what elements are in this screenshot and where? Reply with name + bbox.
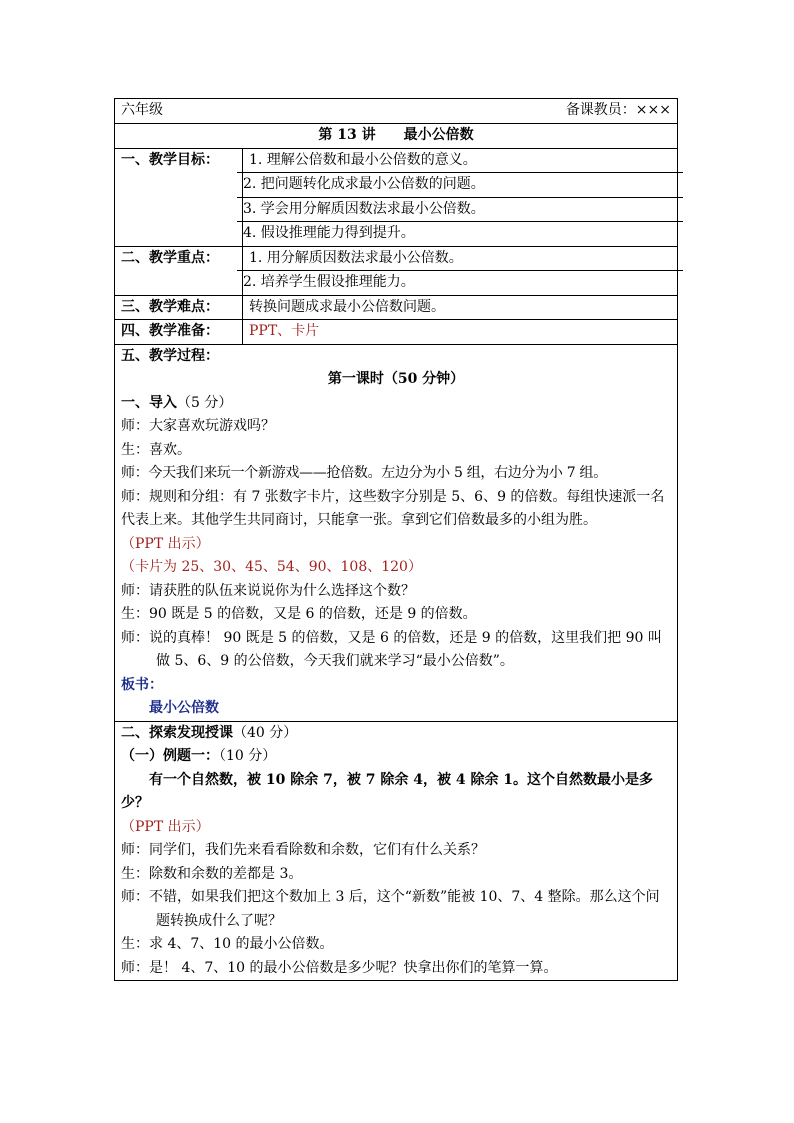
student-answer: 生：求 4、7、10 的最小公倍数。	[121, 936, 334, 952]
dialogue-line: 生：除数和余数的差都是 3。	[121, 865, 303, 882]
board-text: 最小公倍数	[149, 700, 219, 716]
dialogue-line: 生：喜欢。	[121, 441, 191, 458]
example-label: （一）例题一：	[121, 748, 219, 764]
goal-item-3: 3. 学会用分解质因数法求最小公倍数。	[237, 197, 683, 222]
intro-time: （5 分）	[177, 394, 233, 411]
lesson-plan-table	[114, 98, 678, 981]
dialogue-line: 师：同学们，我们先来看看除数和余数，它们有什么关系？	[121, 842, 485, 858]
key-points-label: 二、教学重点：	[115, 246, 243, 295]
teacher-last: 师：是！ 4、7、10 的最小公倍数是多少呢？快拿出你们的笔算一算。	[121, 959, 558, 976]
key-point-item-2: 2. 培养学生假设推理能力。	[237, 270, 683, 295]
intro-heading	[121, 392, 671, 416]
goal-item-2: 2. 把问题转化成求最小公倍数的问题。	[237, 172, 683, 197]
lecture-title: 第 13 讲 最小公倍数	[115, 124, 678, 149]
intro-label: 一、导入	[121, 394, 177, 411]
process-row	[115, 344, 678, 721]
title-row	[115, 124, 678, 149]
lesson-title: 第一课时（50 分钟）	[327, 371, 465, 387]
difficulties-text: 转换问题成求最小公倍数问题。	[243, 295, 678, 320]
difficulties-row	[115, 295, 678, 320]
teacher-question: 师：不错，如果我们把这个数加上 3 后，这个“新数”能被 10、7、4 整除。那么这个问题转换成什么了呢？	[121, 889, 660, 929]
goal-item-1: 1. 理解公倍数和最小公倍数的意义。	[249, 151, 477, 168]
cards-note: （卡片为 25、30、45、54、90、108、120）	[121, 559, 422, 575]
explore-label: 二、探索发现授课	[121, 724, 233, 741]
teacher-praise: 师：说的真棒！ 90 既是 5 的倍数，又是 6 的倍数，还是 9 的倍数，这里我们把 90 叫做 5、6、9 的公倍数，今天我们就来学习“最小公倍数”。	[121, 629, 662, 669]
key-points-row	[115, 246, 678, 295]
explore-row	[115, 721, 678, 981]
difficulties-label: 三、教学难点：	[115, 295, 243, 320]
dialogue-line: 师：大家喜欢玩游戏吗？	[121, 418, 275, 434]
prep-text: PPT、卡片	[243, 320, 678, 345]
goals-row	[115, 148, 678, 246]
lesson-plan-page	[114, 98, 677, 981]
explore-heading	[121, 722, 671, 746]
example-time: （10 分）	[219, 748, 277, 764]
prep-row	[115, 320, 678, 345]
example-problem: 有一个自然数，被 10 除余 7，被 7 除余 4，被 4 除余 1。这个自然数最小是多少？	[121, 771, 654, 811]
ppt-note: （PPT 出示）	[121, 535, 210, 552]
grade-label: 六年级	[121, 102, 163, 118]
dialogue-line: 生：90 既是 5 的倍数，又是 6 的倍数，还是 9 的倍数。	[121, 606, 477, 622]
goals-label: 一、教学目标：	[115, 148, 243, 246]
dialogue-line: 师：请获胜的队伍来说说你为什么选择这个数？	[121, 582, 415, 599]
board-label: 板书：	[121, 676, 163, 693]
goal-item-4: 4. 假设推理能力得到提升。	[237, 221, 683, 246]
example-heading	[121, 745, 671, 769]
header-row	[115, 99, 678, 124]
prep-label: 四、教学准备：	[115, 320, 243, 345]
process-label: 五、教学过程：	[121, 347, 219, 364]
dialogue-line: 师：规则和分组：有 7 张数字卡片，这些数字分别是 5、6、9 的倍数。每组快速派一名代表上来。其他学生共同商讨，只能拿一张。拿到它们倍数最多的小组为胜。	[121, 488, 665, 528]
explore-time: （40 分）	[233, 724, 298, 741]
teacher-label: 备课教员：×××	[565, 102, 672, 118]
key-point-item-1: 1. 用分解质因数法求最小公倍数。	[249, 249, 463, 266]
dialogue-line: 师：今天我们来玩一个新游戏——抢倍数。左边分为小 5 组，右边分为小 7 组。	[121, 465, 607, 481]
ppt-note-2: （PPT 出示）	[121, 818, 210, 835]
